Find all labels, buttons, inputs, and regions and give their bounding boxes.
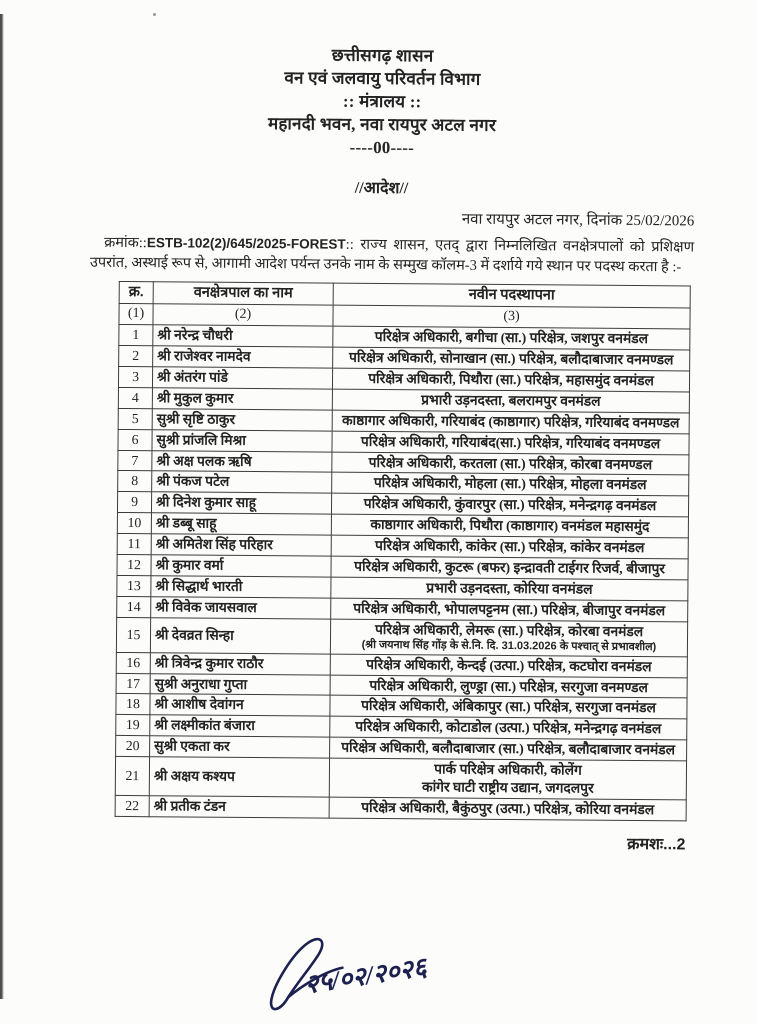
cell-new-posting: परिक्षेत्र अधिकारी, केन्दई (उत्पा.) परिक्षेत्र, कटघोरा वनमंडल: [330, 654, 687, 678]
cell-officer-name: सुश्री प्रांजलि मिश्रा: [152, 429, 332, 451]
cell-serial: 15: [116, 617, 150, 652]
cell-new-posting: परिक्षेत्र अधिकारी, करतला (सा.) परिक्षेत्र, कोरबा वनमण्डल: [332, 452, 689, 476]
cell-new-posting: परिक्षेत्र अधिकारी, लुण्ड्रा (सा.) परिक्षेत्र, सरगुजा वनमण्डल: [330, 675, 687, 699]
cell-serial: 18: [116, 694, 150, 715]
cell-new-posting: परिक्षेत्र अधिकारी, मोहला (सा.) परिक्षेत्र, मोहला वनमंडल: [332, 473, 689, 497]
cell-serial: 12: [117, 555, 151, 576]
cell-new-posting: परिक्षेत्र अधिकारी, सोनाखान (सा.) परिक्षेत्र, बलौदाबाजार वनमण्डल: [333, 347, 690, 371]
cell-officer-name: सुश्री अनुराधा गुप्ता: [150, 673, 330, 695]
col-num-1: (1): [119, 303, 153, 324]
cell-new-posting: परिक्षेत्र अधिकारी, लेमरू (सा.) परिक्षेत्र, कोरबा वनमंडल (श्री जयनाथ सिंह गोंड़ के से.नि. दि. 31.03.2026 के पश्चात् से प्रभावशील): [330, 619, 687, 656]
posting-table: [115, 281, 691, 821]
handwritten-date: २५/०२/२०२६: [302, 952, 429, 1000]
cell-officer-name: श्री सिद्धार्थ भारती: [151, 576, 331, 598]
cell-new-posting: काष्ठागार अधिकारी, पिथौरा (काष्ठागार) वनमंडल महासमुंद: [331, 514, 688, 538]
cell-officer-name: श्री अमितेश सिंह परिहार: [151, 534, 331, 556]
cell-officer-name: श्री मुकुल कुमार: [152, 388, 332, 410]
cell-serial: 11: [117, 534, 151, 555]
cell-new-posting: परिक्षेत्र अधिकारी, बैकुंठपुर (उत्पा.) परिक्षेत्र, कोरिया वनमंडल: [329, 797, 686, 821]
department-name: वन एवं जलवायु परिवर्तन विभाग: [284, 68, 481, 89]
cell-new-posting: परिक्षेत्र अधिकारी, अंबिकापुर (सा.) परिक्षेत्र, सरगुजा वनमंडल: [330, 696, 687, 720]
cell-new-posting: परिक्षेत्र अधिकारी, कुंवारपुर (सा.) परिक्षेत्र, मनेन्द्रगढ़ वनमंडल: [331, 494, 688, 518]
cell-new-posting: परिक्षेत्र अधिकारी, भोपालपट्टनम (सा.) परिक्षेत्र, बीजापुर वनमंडल: [331, 598, 688, 622]
posting-table-head: [119, 281, 690, 329]
cell-new-posting: परिक्षेत्र अधिकारी, कुटरू (बफर) इन्द्रावती टाईगर रिजर्व, बीजापुर: [331, 556, 688, 580]
cell-new-posting: प्रभारी उड़नदस्ता, कोरिया वनमंडल: [331, 577, 688, 601]
cell-officer-name: श्री पंकज पटेल: [152, 471, 332, 493]
order-title: //आदेश//: [354, 179, 409, 198]
cell-officer-name: श्री कुमार वर्मा: [151, 555, 331, 577]
cell-new-posting: प्रभारी उड़नदस्ता, बलरामपुर वनमंडल: [332, 389, 689, 413]
table-row: [115, 795, 686, 820]
posting-note: (श्री जयनाथ सिंह गोंड़ के से.नि. दि. 31.03.2026 के पश्चात् से प्रभावशील): [361, 638, 657, 654]
cell-officer-name: श्री अंतरंग पांडे: [152, 367, 332, 389]
cell-new-posting: काष्ठागार अधिकारी, गरियाबंद (काष्ठागार) परिक्षेत्र, गरियाबंद वनमण्डल: [332, 410, 689, 434]
cell-serial: 14: [117, 596, 151, 617]
building-address: महानदी भवन, नवा रायपुर अटल नगर: [267, 114, 497, 135]
table-row: [115, 757, 686, 800]
place-and-date: नवा रायपुर अटल नगर, दिनांक 25/02/2026: [461, 211, 695, 230]
cell-new-posting: परिक्षेत्र अधिकारी, बलौदाबाजार (सा.) परिक्षेत्र, बलौदाबाजार वनमंडल: [330, 737, 687, 761]
handwritten-signature: [258, 927, 499, 1021]
cell-serial: 10: [117, 513, 151, 534]
document-header: [3, 41, 758, 162]
cell-serial: 8: [118, 471, 152, 492]
cell-officer-name: सुश्री सृष्टि ठाकुर: [152, 408, 332, 430]
col-num-2: (2): [153, 304, 333, 327]
ref-number: ESTB-102(2)/645/2025-FOREST: [146, 235, 346, 252]
col-posting: नवीन पदस्थापना: [333, 283, 690, 308]
table-row: [116, 617, 687, 656]
cell-serial: 9: [117, 492, 151, 513]
cell-serial: 21: [115, 757, 149, 796]
cell-officer-name: सुश्री एकता कर: [150, 736, 330, 758]
cell-officer-name: श्री डब्बू साहू: [151, 513, 331, 535]
cell-serial: 19: [116, 715, 150, 736]
cell-serial: 2: [119, 345, 153, 366]
cell-new-posting: परिक्षेत्र अधिकारी, गरियाबंद(सा.) परिक्षेत्र, गरियाबंद वनमण्डल: [332, 431, 689, 455]
cell-officer-name: श्री विवेक जायसवाल: [151, 597, 331, 619]
col-num-3: (3): [333, 305, 690, 329]
ministry-label: :: मंत्रालय ::: [342, 91, 422, 112]
cell-new-posting: परिक्षेत्र अधिकारी, पिथौरा (सा.) परिक्षेत्र, महासमुंद वनमंडल: [332, 368, 689, 392]
cell-serial: 3: [118, 366, 152, 387]
divider-00: ----00----: [349, 137, 415, 158]
government-name: छत्तीसगढ़ शासन: [331, 45, 434, 66]
cell-officer-name: श्री आशीष देवांगन: [150, 694, 330, 716]
cell-serial: 13: [117, 576, 151, 597]
cell-serial: 1: [119, 324, 153, 345]
cell-officer-name: श्री लक्ष्मीकांत बंजारा: [150, 715, 330, 737]
col-serial: क्र.: [119, 281, 153, 303]
order-reference-paragraph: [90, 233, 694, 278]
cell-officer-name: श्री देवव्रत सिन्हा: [150, 618, 330, 654]
cell-officer-name: श्री दिनेश कुमार साहू: [151, 492, 331, 514]
cell-serial: 5: [118, 408, 152, 429]
cell-officer-name: श्री राजेश्वर नामदेव: [153, 346, 333, 368]
cell-officer-name: श्री अक्ष पलक ऋषि: [152, 450, 332, 472]
cell-officer-name: श्री प्रतीक टंडन: [149, 796, 329, 818]
cell-serial: 7: [118, 450, 152, 471]
cell-officer-name: श्री अक्षय कश्यप: [149, 757, 329, 797]
cell-new-posting: परिक्षेत्र अधिकारी, कोटाडोल (उत्पा.) परिक्षेत्र, मनेन्द्रगढ़ वनमंडल: [330, 716, 687, 740]
cell-serial: 16: [116, 652, 150, 673]
cell-new-posting: पार्क परिक्षेत्र अधिकारी, कोलेंग कांगेर घाटी राष्ट्रीय उद्यान, जगदलपुर: [329, 758, 686, 800]
col-name: वनक्षेत्रपाल का नाम: [153, 282, 333, 305]
cell-serial: 22: [115, 795, 149, 816]
cell-new-posting: परिक्षेत्र अधिकारी, बगीचा (सा.) परिक्षेत्र, जशपुर वनमंडल: [333, 326, 690, 350]
continuation-marker: क्रमशः...2: [627, 835, 686, 854]
cell-officer-name: श्री नरेन्द्र चौधरी: [153, 325, 333, 347]
cell-serial: 4: [118, 387, 152, 408]
posting-table-body: [115, 324, 690, 820]
cell-new-posting: परिक्षेत्र अधिकारी, कांकेर (सा.) परिक्षेत्र, कांकेर वनमंडल: [331, 535, 688, 559]
cell-serial: 20: [116, 736, 150, 757]
cell-officer-name: श्री त्रिवेन्द्र कुमार राठौर: [150, 652, 330, 674]
cell-serial: 17: [116, 673, 150, 694]
cell-serial: 6: [118, 429, 152, 450]
ref-body: :: राज्य शासन, एतद् द्वारा निम्नलिखित वनक्षेत्रपालों को प्रशिक्षण उपरांत, अस्थाई रूप से, आगामी आदेश पर्यन्त उनके नाम के सम्मुख कॉलम-3 में दर्शाये गये स्थान पर पदस्थ करता है :-: [89, 236, 695, 275]
ref-prefix: क्रमांक::: [104, 234, 147, 252]
